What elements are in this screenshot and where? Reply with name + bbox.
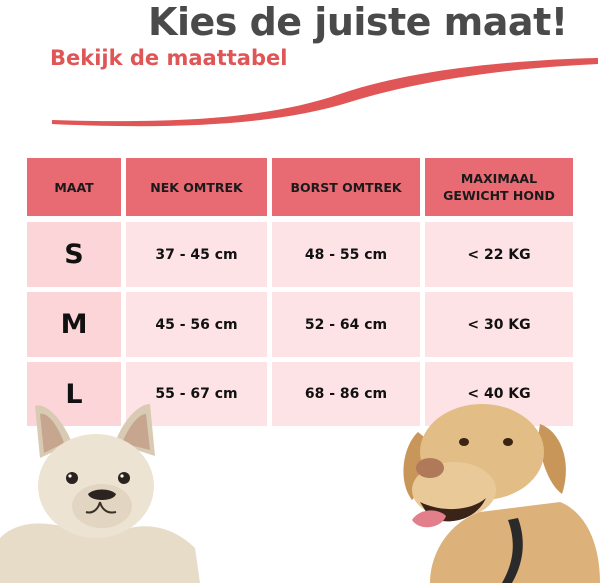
- header-nek-omtrek: NEK OMTREK: [126, 158, 267, 216]
- neck-m: 45 - 56 cm: [126, 292, 267, 357]
- header-gewicht: MAXIMAAL GEWICHT HOND: [425, 158, 573, 216]
- french-bulldog-image: [0, 398, 200, 583]
- page-subtitle: Bekijk de maattabel: [50, 46, 288, 70]
- neck-s: 37 - 45 cm: [126, 222, 267, 287]
- weight-l: < 40 KG: [425, 362, 573, 426]
- header-maat: MAAT: [27, 158, 121, 216]
- chest-m: 52 - 64 cm: [272, 292, 420, 357]
- weight-m: < 30 KG: [425, 292, 573, 357]
- chest-l: 68 - 86 cm: [272, 362, 420, 426]
- header-borst-omtrek: BORST OMTREK: [272, 158, 420, 216]
- page-title: Kies de juiste maat!: [148, 0, 568, 44]
- labrador-image: [390, 402, 600, 583]
- weight-s: < 22 KG: [425, 222, 573, 287]
- neck-l: 55 - 67 cm: [126, 362, 267, 426]
- decorative-swoosh: [40, 48, 600, 128]
- chest-s: 48 - 55 cm: [272, 222, 420, 287]
- size-s: S: [27, 222, 121, 287]
- size-l: L: [27, 362, 121, 426]
- size-m: M: [27, 292, 121, 357]
